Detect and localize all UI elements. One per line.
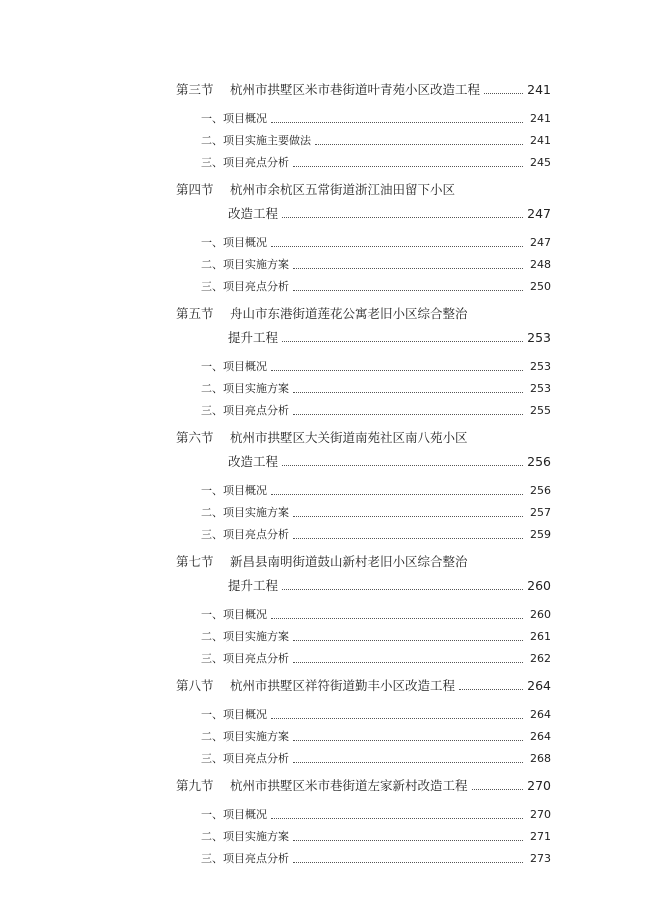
- toc-section-number: 第六节: [176, 430, 214, 445]
- toc-section-line[interactable]: [176, 430, 551, 446]
- toc-item-label: 三、项目亮点分析: [201, 752, 289, 765]
- dot-leader: [293, 739, 523, 741]
- toc-item-label: 三、项目亮点分析: [201, 404, 289, 417]
- toc-item[interactable]: [201, 359, 551, 375]
- toc-page-number: 264: [530, 730, 551, 743]
- dot-leader: [293, 839, 523, 841]
- toc-section-line[interactable]: [228, 578, 551, 594]
- toc-section-number: 第九节: [176, 778, 214, 793]
- toc-item-label: 三、项目亮点分析: [201, 280, 289, 293]
- dot-leader: [271, 493, 523, 495]
- dot-leader: [271, 121, 523, 123]
- toc-item[interactable]: [201, 527, 551, 543]
- toc-section-title: 改造工程: [228, 206, 279, 221]
- toc-item[interactable]: [201, 381, 551, 397]
- dot-leader: [282, 216, 523, 218]
- dot-leader: [293, 267, 523, 269]
- dot-leader: [293, 413, 523, 415]
- toc-page-number: 260: [527, 578, 551, 593]
- dot-leader: [293, 661, 523, 663]
- toc-item-label: 二、项目实施方案: [201, 630, 289, 643]
- toc-item-label: 二、项目实施方案: [201, 506, 289, 519]
- toc-page-number: 253: [530, 360, 551, 373]
- toc-item-label: 三、项目亮点分析: [201, 852, 289, 865]
- dot-leader: [271, 817, 523, 819]
- dot-leader: [293, 289, 523, 291]
- toc-item-label: 一、项目概况: [201, 608, 267, 621]
- toc-item-label: 一、项目概况: [201, 808, 267, 821]
- toc-item[interactable]: [201, 155, 551, 171]
- toc-page-number: 253: [527, 330, 551, 345]
- toc-section-title: 杭州市拱墅区米市巷街道叶青苑小区改造工程: [230, 82, 481, 97]
- toc-item-label: 一、项目概况: [201, 484, 267, 497]
- toc-item[interactable]: [201, 807, 551, 823]
- toc-page-number: 241: [530, 134, 551, 147]
- dot-leader: [315, 143, 523, 145]
- dot-leader: [484, 92, 523, 94]
- dot-leader: [293, 639, 523, 641]
- toc-page-number: 253: [530, 382, 551, 395]
- toc-page-number: 273: [530, 852, 551, 865]
- toc-section-title: 新昌县南明街道鼓山新村老旧小区综合整治: [230, 554, 468, 569]
- toc-page-number: 268: [530, 752, 551, 765]
- dot-leader: [282, 588, 523, 590]
- toc-page-number: 248: [530, 258, 551, 271]
- toc-section-line[interactable]: [176, 678, 551, 694]
- toc-item-label: 二、项目实施方案: [201, 730, 289, 743]
- toc-page-number: 255: [530, 404, 551, 417]
- toc-page-number: 250: [530, 280, 551, 293]
- toc-item-label: 二、项目实施方案: [201, 382, 289, 395]
- dot-leader: [293, 761, 523, 763]
- dot-leader: [459, 688, 523, 690]
- dot-leader: [271, 245, 523, 247]
- toc-section-title: 杭州市余杭区五常街道浙江油田留下小区: [230, 182, 456, 197]
- toc-item[interactable]: [201, 505, 551, 521]
- dot-leader: [293, 861, 523, 863]
- toc-item[interactable]: [201, 111, 551, 127]
- toc-page-number: 241: [527, 82, 551, 97]
- toc-item[interactable]: [201, 279, 551, 295]
- toc-item[interactable]: [201, 751, 551, 767]
- toc-item-label: 一、项目概况: [201, 236, 267, 249]
- toc-section-title: 杭州市拱墅区祥符街道勤丰小区改造工程: [230, 678, 456, 693]
- toc-item[interactable]: [201, 257, 551, 273]
- toc-section-title: 提升工程: [228, 578, 279, 593]
- toc-section-title: 杭州市拱墅区大关街道南苑社区南八苑小区: [230, 430, 468, 445]
- dot-leader: [293, 537, 523, 539]
- toc-section-line[interactable]: [228, 330, 551, 346]
- toc-section-line[interactable]: [228, 454, 551, 470]
- toc-item[interactable]: [201, 829, 551, 845]
- toc-page-number: 259: [530, 528, 551, 541]
- dot-leader: [282, 464, 523, 466]
- toc-page-number: 247: [530, 236, 551, 249]
- toc-section-number: 第三节: [176, 82, 214, 97]
- toc-page-number: 261: [530, 630, 551, 643]
- dot-leader: [472, 788, 523, 790]
- toc-page-number: 247: [527, 206, 551, 221]
- toc-page-number: 271: [530, 830, 551, 843]
- toc-item-label: 三、项目亮点分析: [201, 528, 289, 541]
- toc-item[interactable]: [201, 133, 551, 149]
- dot-leader: [293, 165, 523, 167]
- toc-item-label: 二、项目实施主要做法: [201, 134, 311, 147]
- toc-section-number: 第四节: [176, 182, 214, 197]
- toc-section-number: 第八节: [176, 678, 214, 693]
- toc-item-label: 三、项目亮点分析: [201, 652, 289, 665]
- toc-item[interactable]: [201, 651, 551, 667]
- dot-leader: [271, 717, 523, 719]
- toc-item-label: 一、项目概况: [201, 360, 267, 373]
- toc-item-label: 二、项目实施方案: [201, 830, 289, 843]
- toc-section-number: 第七节: [176, 554, 214, 569]
- toc-section-title: 舟山市东港街道莲花公寓老旧小区综合整治: [230, 306, 468, 321]
- toc-page-number: 262: [530, 652, 551, 665]
- toc-page-number: 270: [530, 808, 551, 821]
- toc-section-line[interactable]: [176, 82, 551, 98]
- dot-leader: [271, 617, 523, 619]
- toc-page-number: 264: [527, 678, 551, 693]
- dot-leader: [293, 515, 523, 517]
- toc-page-number: 264: [530, 708, 551, 721]
- dot-leader: [282, 340, 523, 342]
- toc-section-line[interactable]: [176, 306, 551, 322]
- toc-item[interactable]: [201, 235, 551, 251]
- toc-item-label: 一、项目概况: [201, 112, 267, 125]
- toc-section-line[interactable]: [176, 778, 551, 794]
- toc-section-line[interactable]: [176, 554, 551, 570]
- toc-item[interactable]: [201, 607, 551, 623]
- toc-section-title: 提升工程: [228, 330, 279, 345]
- toc-page-number: 256: [530, 484, 551, 497]
- toc-page-number: 257: [530, 506, 551, 519]
- toc-section-number: 第五节: [176, 306, 214, 321]
- toc-section-line[interactable]: [176, 182, 551, 198]
- dot-leader: [271, 369, 523, 371]
- toc-section-title: 改造工程: [228, 454, 279, 469]
- toc-page-number: 245: [530, 156, 551, 169]
- toc-page-number: 260: [530, 608, 551, 621]
- toc-item-label: 一、项目概况: [201, 708, 267, 721]
- dot-leader: [293, 391, 523, 393]
- toc-item[interactable]: [201, 483, 551, 499]
- toc-page-number: 241: [530, 112, 551, 125]
- toc-item-label: 三、项目亮点分析: [201, 156, 289, 169]
- toc-section-line[interactable]: [228, 206, 551, 222]
- toc-page-number: 256: [527, 454, 551, 469]
- toc-item[interactable]: [201, 851, 551, 867]
- toc-item[interactable]: [201, 403, 551, 419]
- toc-page-number: 270: [527, 778, 551, 793]
- toc-item[interactable]: [201, 707, 551, 723]
- toc-item-label: 二、项目实施方案: [201, 258, 289, 271]
- toc-item[interactable]: [201, 729, 551, 745]
- toc-section-title: 杭州市拱墅区米市巷街道左家新村改造工程: [230, 778, 468, 793]
- toc-item[interactable]: [201, 629, 551, 645]
